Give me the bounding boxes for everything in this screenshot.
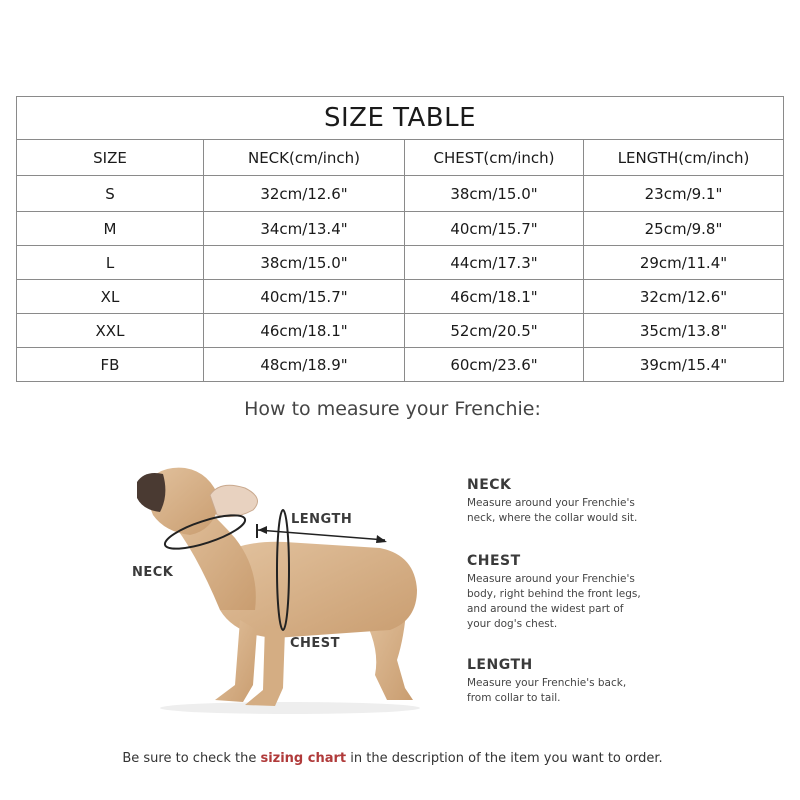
cell-length: 29cm/11.4" [584,246,784,280]
cell-size: S [17,176,204,212]
guide-chest-title: CHEST [467,553,521,569]
figure-label-neck: NECK [132,565,174,580]
cell-neck: 48cm/18.9" [204,348,405,382]
guide-length-line: from collar to tail. [467,692,561,704]
cell-length: 23cm/9.1" [584,176,784,212]
table-row [17,280,784,314]
guide-chest [467,553,667,632]
table-row [17,212,784,246]
cell-length: 25cm/9.8" [584,212,784,246]
size-table [16,96,784,382]
figure-label-chest: CHEST [290,636,341,651]
cell-length: 39cm/15.4" [584,348,784,382]
cell-chest: 46cm/18.1" [405,280,584,314]
guide-chest-line: Measure around your Frenchie's [467,573,635,585]
table-row [17,176,784,212]
table-row [17,348,784,382]
table-header-row [17,140,784,176]
guide-chest-line: your dog's chest. [467,618,558,630]
cell-neck: 40cm/15.7" [204,280,405,314]
guide-length-line: Measure your Frenchie's back, [467,677,627,689]
guide-length [467,657,667,706]
cell-size: L [17,246,204,280]
french-bulldog-icon [125,460,435,720]
cell-neck: 46cm/18.1" [204,314,405,348]
footer-text-after: in the description of the item you want to order. [346,751,663,766]
cell-size: XXL [17,314,204,348]
cell-size: FB [17,348,204,382]
cell-neck: 32cm/12.6" [204,176,405,212]
cell-size: M [17,212,204,246]
cell-neck: 34cm/13.4" [204,212,405,246]
guide-neck-title: NECK [467,477,512,493]
guide-length-title: LENGTH [467,657,533,673]
guide-chest-line: body, right behind the front legs, [467,588,641,600]
dog-measurement-illustration [125,460,435,720]
cell-chest: 38cm/15.0" [405,176,584,212]
cell-neck: 38cm/15.0" [204,246,405,280]
cell-length: 35cm/13.8" [584,314,784,348]
table-row [17,246,784,280]
guide-neck-line: neck, where the collar would sit. [467,512,638,524]
sizing-chart-link[interactable]: sizing chart [260,751,347,766]
header-chest: CHEST(cm/inch) [405,140,584,176]
guide-neck [467,477,667,526]
guide-chest-line: and around the widest part of [467,603,624,615]
cell-chest: 60cm/23.6" [405,348,584,382]
cell-chest: 40cm/15.7" [405,212,584,246]
cell-size: XL [17,280,204,314]
footer-note [0,751,785,766]
figure-label-length: LENGTH [291,512,353,527]
header-size: SIZE [17,140,204,176]
header-neck: NECK(cm/inch) [204,140,405,176]
footer-text-before: Be sure to check the [122,751,261,766]
cell-chest: 44cm/17.3" [405,246,584,280]
table-title: SIZE TABLE [17,97,784,140]
header-length: LENGTH(cm/inch) [584,140,784,176]
cell-length: 32cm/12.6" [584,280,784,314]
guide-neck-line: Measure around your Frenchie's [467,497,635,509]
measure-heading: How to measure your Frenchie: [244,398,541,420]
cell-chest: 52cm/20.5" [405,314,584,348]
table-row [17,314,784,348]
